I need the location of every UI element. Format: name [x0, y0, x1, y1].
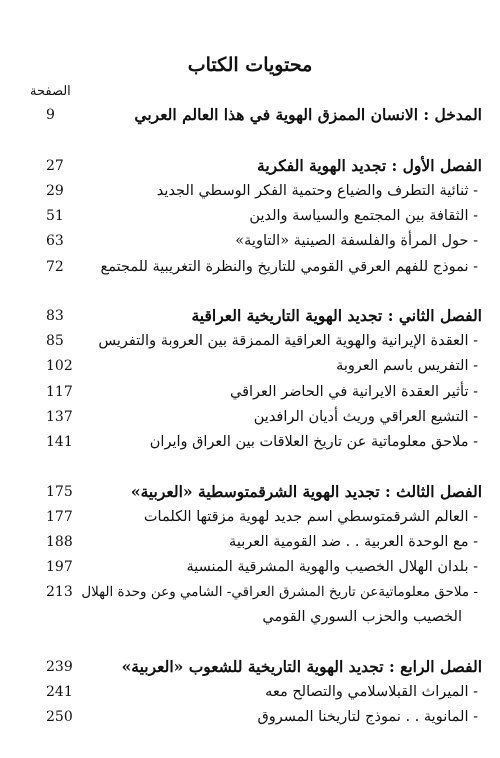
chapter-heading: الفصل الأول : تجديد الهوية الفكرية — [257, 156, 482, 175]
toc-item-page: 137 — [46, 409, 73, 425]
toc-item-title: - حول المرأة والفلسفة الصينية «التاوية» — [235, 233, 478, 249]
toc-item-title-continued: الخصيب والحزب السوري القومي — [262, 609, 462, 625]
chapter-page: 83 — [46, 308, 64, 324]
toc-item-page: 29 — [46, 183, 64, 199]
toc-item-row[interactable] — [0, 580, 500, 604]
toc-item-title: - بلدان الهلال الخصيب والهوية المشرقية المنسية — [186, 559, 478, 575]
toc-item-title: - ملاحق معلوماتيةعن تاريخ المشرق العراقي- الشامي وعن وحدة الهلال — [81, 584, 478, 600]
toc-item-page: 250 — [46, 709, 73, 725]
toc-item-title: - ثنائية التطرف والضياع وحتمية الفكر الوسطي الجديد — [156, 183, 478, 199]
toc-item-page: 117 — [46, 384, 73, 400]
toc-item-title: - المانوية . . نموذج لتاريخنا المسروق — [257, 709, 478, 725]
toc-item-row[interactable] — [0, 405, 500, 429]
toc-item-page: 63 — [46, 233, 64, 249]
toc-item-title: - مع الوحدة العربية . . ضد القومية العربية — [229, 534, 478, 550]
page-title: محتويات الكتاب — [187, 54, 313, 76]
toc-chapter-3-row[interactable] — [0, 480, 500, 504]
toc-item-continuation — [0, 605, 500, 629]
toc-chapter-1-row[interactable] — [0, 154, 500, 178]
chapter-heading: الفصل الثاني : تجديد الهوية التاريخية العراقية — [191, 306, 482, 325]
toc-item-row[interactable] — [0, 329, 500, 353]
toc-item-page: 213 — [46, 584, 73, 600]
toc-item-page: 241 — [46, 684, 73, 700]
toc-item-page: 102 — [46, 358, 73, 374]
toc-item-page: 188 — [46, 534, 73, 550]
chapter-page: 175 — [46, 484, 73, 500]
toc-item-title: - نموذج للفهم العرقي القومي للتاريخ والنظرة التغريبية للمجتمع — [100, 259, 478, 275]
toc-chapter-4-row[interactable] — [0, 655, 500, 679]
toc-item-page: 51 — [46, 208, 64, 224]
toc-intro-page: 9 — [46, 107, 55, 123]
toc-item-title: - التفريس باسم العروبة — [336, 358, 478, 374]
toc-item-title: - الميراث القبلاسلامي والتصالح معه — [265, 684, 478, 700]
toc-item-title: - الثقافة بين المجتمع والسياسة والدين — [249, 208, 478, 224]
toc-item-row[interactable] — [0, 680, 500, 704]
toc-item-row[interactable] — [0, 705, 500, 729]
toc-item-row[interactable] — [0, 204, 500, 228]
toc-item-title: - تأثير العقدة الايرانية في الحاضر العراقي — [230, 384, 478, 400]
toc-item-row[interactable] — [0, 380, 500, 404]
chapter-page: 27 — [46, 158, 64, 174]
toc-item-page: 197 — [46, 559, 73, 575]
toc-item-row[interactable] — [0, 430, 500, 454]
chapter-heading: الفصل الثالث : تجديد الهوية الشرقمتوسطية «العربية» — [130, 482, 482, 501]
toc-item-title: - ملاحق معلوماتية عن تاريخ العلاقات بين العراق وايران — [149, 434, 478, 450]
toc-item-title: - العالم الشرقمتوسطي اسم جديد لهوية مزقتها الكلمات — [143, 509, 478, 525]
toc-item-row[interactable] — [0, 354, 500, 378]
toc-item-row[interactable] — [0, 229, 500, 253]
toc-item-title: - التشيع العراقي وريث أديان الرافدين — [253, 409, 478, 425]
toc-item-row[interactable] — [0, 179, 500, 203]
toc-item-title: - العقدة الإيرانية والهوية العراقية الممزقة بين العروبة والتفريس — [98, 333, 478, 349]
toc-item-row[interactable] — [0, 530, 500, 554]
toc-item-page: 177 — [46, 509, 73, 525]
toc-chapter-2-row[interactable] — [0, 304, 500, 328]
toc-intro-title: المدخل : الانسان الممزق الهوية في هذا العالم العربي — [134, 105, 482, 124]
toc-item-row[interactable] — [0, 505, 500, 529]
toc-item-row[interactable] — [0, 255, 500, 279]
toc-item-page: 141 — [46, 434, 73, 450]
chapter-heading: الفصل الرابع : تجديد الهوية التاريخية للشعوب «العربية» — [121, 657, 482, 676]
chapter-page: 239 — [46, 659, 73, 675]
toc-item-page: 72 — [46, 259, 64, 275]
toc-intro-row[interactable] — [0, 103, 500, 127]
toc-item-row[interactable] — [0, 555, 500, 579]
toc-item-page: 85 — [46, 333, 64, 349]
page-column-label: الصفحة — [30, 84, 71, 99]
